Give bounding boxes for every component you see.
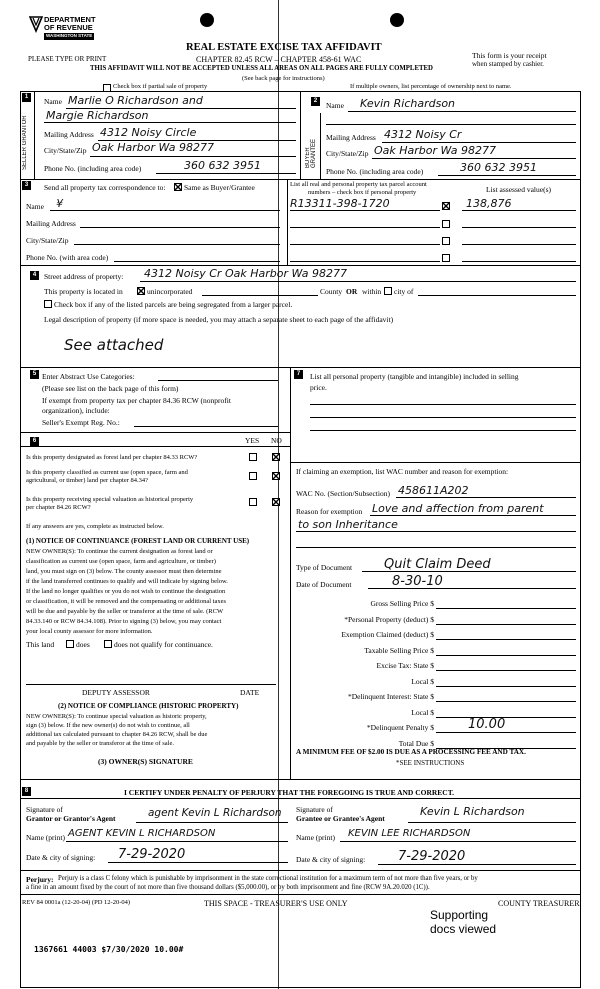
tax-row-line <box>436 608 576 609</box>
unincorporated-label: unincorporated <box>147 287 193 296</box>
or-label: OR <box>346 287 358 296</box>
forest-land-no[interactable] <box>272 453 280 461</box>
grantor-signing-date[interactable]: 7-29-2020 <box>118 847 186 862</box>
section3-mailing-label: Mailing Address <box>26 219 76 228</box>
exempt-note-1: If exempt from property tax per chapter 84.36 RCW (nonprofit <box>42 396 231 405</box>
seller-city-label: City/State/Zip <box>44 146 87 155</box>
punch-hole <box>390 13 404 27</box>
notice-continuance-line: 84.33.140 or RCW 84.34.108). Prior to signing (3) below, you may contact <box>26 618 222 625</box>
section3-city-label: City/State/Zip <box>26 236 69 245</box>
street-address-label: Street address of property: <box>44 272 124 281</box>
historic-yes[interactable] <box>249 498 257 506</box>
form-revision: REV 84 0001a (12-20-04) (PD 12-20-04) <box>22 899 131 906</box>
current-use-yes[interactable] <box>249 472 257 480</box>
notice-continuance-line: will be due and payable by the seller or transferor at the time of sale. (RCW <box>26 608 224 615</box>
buyer-city-label: City/State/Zip <box>326 149 369 158</box>
checkmark-icon <box>174 183 182 191</box>
seller-mailing-value[interactable]: 4312 Noisy Circle <box>100 126 197 139</box>
if-yes-instructions: If any answers are yes, complete as instructed below. <box>26 523 164 530</box>
seller-city-line <box>90 156 296 157</box>
grantor-name-line <box>66 841 288 842</box>
section-2-number: 2 <box>311 97 320 106</box>
see-back: (See back page for instructions) <box>242 75 325 82</box>
sellers-exempt-line <box>134 426 278 427</box>
forest-land-yes[interactable] <box>249 453 257 461</box>
notice-compliance-line: NEW OWNER(S): To continue special valuation as historic property, <box>26 713 207 720</box>
parcel-header-2: numbers – check box if personal property <box>308 189 417 196</box>
street-address-value[interactable]: 4312 Noisy Cr Oak Harbor Wa 98277 <box>144 267 347 280</box>
grantee-name-print-label: Name (print) <box>296 833 335 842</box>
wac-value[interactable]: 458611A202 <box>398 484 469 497</box>
tax-row-line <box>436 655 576 656</box>
abstract-use-line <box>158 380 278 381</box>
document-type-label: Type of Document <box>296 563 353 572</box>
legal-description-value[interactable]: See attached <box>64 336 164 354</box>
supporting-docs-stamp-2: docs viewed <box>430 922 497 936</box>
treasurer-space-label: THIS SPACE - TREASURER'S USE ONLY <box>204 899 348 908</box>
buyer-city-line <box>372 158 576 159</box>
reason-label: Reason for exemption <box>296 507 363 516</box>
form-title: REAL ESTATE EXCISE TAX AFFIDAVIT <box>186 42 382 53</box>
seller-side-divider <box>34 91 35 179</box>
assessed-line-3 <box>462 244 576 245</box>
tax-row-line <box>436 701 576 702</box>
supporting-docs-stamp-1: Supporting <box>430 908 489 922</box>
yes-no-divider <box>20 446 290 447</box>
forest-land-question: Is this property designated as forest land per chapter 84.33 RCW? <box>26 454 198 461</box>
grantor-agent-label: Grantor or Grantor's Agent <box>26 814 116 823</box>
type-or-print: PLEASE TYPE OR PRINT <box>28 55 107 63</box>
historic-question-2: per chapter 84.26 RCW? <box>26 504 91 511</box>
county-label: County <box>320 287 343 296</box>
reason-line-2 <box>296 531 576 532</box>
reason-value-1[interactable]: Love and affection from parent <box>372 502 544 515</box>
does-not-label: does not qualify for continuance. <box>114 640 213 649</box>
section-6-number: 6 <box>30 437 39 446</box>
tax-row-value[interactable]: 10.00 <box>468 717 506 732</box>
grantee-date-label: Date & city of signing: <box>296 855 366 864</box>
buyer-name-line-2 <box>326 124 576 125</box>
buyer-name-line <box>348 111 576 112</box>
certify-underline <box>20 798 580 799</box>
grantor-printed-name[interactable]: AGENT KEVIN L RICHARDSON <box>68 828 216 839</box>
notice-continuance-line: if the land transferred continues to qualify and will indicate by signing below. <box>26 578 228 585</box>
buyer-mailing-line <box>382 142 576 143</box>
document-date-label: Date of Document <box>296 580 352 589</box>
buyer-city-value[interactable]: Oak Harbor Wa 98277 <box>374 144 497 157</box>
perjury-text-2: a fine in an amount fixed by the court of not more than five thousand dollars ($5,000.00), or by both imprisonment and fine (RCW 9A.20.020 (1C)). <box>26 884 430 891</box>
department-logo <box>28 15 98 49</box>
grantor-date-line <box>108 862 288 863</box>
section-4-number: 4 <box>30 271 39 280</box>
seller-phone-line <box>156 173 296 174</box>
seller-phone-label: Phone No. (including area code) <box>44 164 142 173</box>
not-accepted-warning: THIS AFFIDAVIT WILL NOT BE ACCEPTED UNLESS ALL AREAS ON ALL PAGES ARE FULLY COMPLETED <box>90 65 433 72</box>
tax-row-label: Local $ <box>411 676 434 686</box>
section3-name-value[interactable]: ¥ <box>56 197 63 210</box>
buyer-mailing-value[interactable]: 4312 Noisy Cr <box>384 128 462 141</box>
seller-name-label: Name <box>44 97 62 106</box>
parcel-personal-checkbox-3[interactable] <box>442 237 450 245</box>
document-date-line <box>368 588 576 589</box>
notice-continuance-title: (1) NOTICE OF CONTINUANCE (FOREST LAND OR CURRENT USE) <box>26 537 250 545</box>
receipt-note-1: This form is your receipt <box>472 51 547 60</box>
grantee-signature[interactable]: Kevin L Richardson <box>420 805 525 818</box>
notice-compliance-line: sign (3) below. If the new owner(s) do not wish to continue, all <box>26 722 190 729</box>
section-divider <box>20 179 580 180</box>
grantor-signature-line <box>136 822 288 823</box>
perjury-label: Perjury: <box>26 875 54 884</box>
section-divider <box>20 870 580 871</box>
tax-row-line <box>436 686 576 687</box>
grantee-name-line <box>340 841 576 842</box>
current-use-question-1: Is this property classified as current use (open space, farm and <box>26 469 188 476</box>
section3-phone-label: Phone No. (with area code) <box>26 253 109 262</box>
grantee-printed-name[interactable]: KEVIN LEE RICHARDSON <box>348 828 471 839</box>
parcel-personal-checkbox-2[interactable] <box>442 220 450 228</box>
form-chapter: CHAPTER 82.45 RCW – CHAPTER 458-61 WAC <box>196 55 362 64</box>
correspondence-label: Send all property tax correspondence to: <box>44 183 166 192</box>
assessor-date-label: DATE <box>240 688 260 697</box>
dept-line3: WASHINGTON STATE <box>46 33 93 38</box>
notice-continuance-line: NEW OWNER(S): To continue the current designation as forest land or <box>26 548 213 555</box>
seller-mailing-label: Mailing Address <box>44 130 94 139</box>
cashier-receipt-number: 1367661 44003 $7/30/2020 10.00# <box>34 945 184 954</box>
parcel-line-2 <box>290 227 440 228</box>
grantee-date-line <box>378 864 576 865</box>
section-5-number: 5 <box>30 370 39 379</box>
section-8-number: 8 <box>22 787 31 796</box>
same-as-buyer-label: Same as Buyer/Grantee <box>184 183 255 192</box>
parcel-line-3 <box>290 244 440 245</box>
section-7-number: 7 <box>294 370 303 379</box>
personal-property-label-1: List all personal property (tangible and intangible) included in selling <box>310 372 519 381</box>
assessed-line-2 <box>462 227 576 228</box>
section-divider <box>20 779 580 780</box>
parcel-line-1 <box>290 210 440 211</box>
personal-property-line-2 <box>310 417 576 418</box>
grantee-signing-date[interactable]: 7-29-2020 <box>398 849 466 864</box>
tax-row-label: *Personal Property (deduct) $ <box>344 614 434 624</box>
section3-mailing-line <box>80 227 280 228</box>
assessed-line-1 <box>462 210 576 211</box>
tax-row-label: *Delinquent Penalty $ <box>366 723 434 732</box>
notice-compliance-title: (2) NOTICE OF COMPLIANCE (HISTORIC PROPERTY) <box>58 702 239 710</box>
current-use-question-2: agricultural, or timber) land per chapter 84.34? <box>26 477 149 484</box>
buyer-phone-label: Phone No. (including area code) <box>326 167 424 176</box>
section-3-number: 3 <box>22 181 31 190</box>
grantor-name-print-label: Name (print) <box>26 833 65 842</box>
does-label: does <box>76 640 90 649</box>
dept-line2: OF REVENUE <box>44 23 93 32</box>
seller-city-value[interactable]: Oak Harbor Wa 98277 <box>92 141 215 154</box>
section3-phone-line <box>114 261 280 262</box>
punch-hole <box>200 13 214 27</box>
buyer-side-label: BUYER GRANTEE <box>305 138 317 168</box>
within-label: within <box>362 287 382 296</box>
located-in-label: This property is located in <box>44 287 123 296</box>
buyer-side-divider <box>320 113 321 179</box>
tax-row-line <box>436 717 576 718</box>
current-use-no[interactable] <box>272 472 280 480</box>
personal-property-label-2: price. <box>310 383 327 392</box>
section3-name-label: Name <box>26 202 44 211</box>
checkmark-icon <box>272 453 280 461</box>
receipt-note-2: when stamped by cashier. <box>472 60 544 68</box>
section-divider <box>20 367 580 368</box>
reason-line-3 <box>296 547 576 548</box>
yes-column-label: YES <box>245 436 260 445</box>
seller-phone-value[interactable]: 360 632 3951 <box>184 159 261 172</box>
partial-sale-label: Check box if partial sale of property <box>113 83 208 90</box>
grantor-signature[interactable]: agent Kevin L Richardson <box>148 807 282 819</box>
deputy-assessor-label: DEPUTY ASSESSOR <box>82 688 150 697</box>
perjury-text-1: Perjury is a class C felony which is punishable by imprisonment in the state correctional institution for a maximum term of not more than five years, or by <box>58 875 478 882</box>
county-line <box>202 295 318 296</box>
this-land-label: This land <box>26 640 55 649</box>
assessed-line-4 <box>462 261 576 262</box>
buyer-mailing-label: Mailing Address <box>326 133 376 142</box>
section3-name-line <box>50 210 280 211</box>
tax-row-line <box>436 732 576 733</box>
multiple-owners-note: If multiple owners, list percentage of ownership next to name. <box>350 83 512 90</box>
tax-row-label: Total Due $ <box>398 738 434 748</box>
certify-statement: I CERTIFY UNDER PENALTY OF PERJURY THAT THE FOREGOING IS TRUE AND CORRECT. <box>124 788 455 797</box>
sellers-exempt-label: Seller's Exempt Reg. No.: <box>42 418 120 427</box>
tax-row-label: Taxable Selling Price $ <box>364 645 434 655</box>
historic-question-1: Is this property receiving special valuation as historical property <box>26 496 194 503</box>
tax-row-line <box>436 639 576 640</box>
document-date-value[interactable]: 8-30-10 <box>392 574 443 589</box>
historic-no[interactable] <box>272 498 280 506</box>
exemption-claim-label: If claiming an exemption, list WAC number and reason for exemption: <box>296 467 509 476</box>
tax-row-label: *Delinquent Interest: State $ <box>347 692 434 701</box>
parcel-line-4 <box>290 261 440 262</box>
tax-row-label: Exemption Claimed (deduct) $ <box>341 630 434 639</box>
tax-row-label: Gross Selling Price $ <box>370 599 434 608</box>
notice-continuance-line: If the land no longer qualifies or you do not wish to continue the designation <box>26 588 226 595</box>
seller-name-value-2[interactable]: Margie Richardson <box>46 109 149 122</box>
notice-continuance-line: classification as current use (open space, farm and agriculture, or timber) <box>26 558 216 565</box>
county-treasurer-label: COUNTY TREASURER <box>498 899 580 908</box>
middle-divider <box>290 367 291 779</box>
segregated-label: Check box if any of the listed parcels are being segregated from a larger parcel. <box>54 300 293 309</box>
reason-value-2[interactable]: to son Inheritance <box>298 518 398 531</box>
grantor-date-label: Date & city of signing: <box>26 853 96 862</box>
wac-line <box>396 497 576 498</box>
segregated-checkbox[interactable] <box>44 300 52 308</box>
tax-row-label: Excise Tax: State $ <box>376 661 434 670</box>
unincorporated-checkbox[interactable] <box>137 287 145 295</box>
checkmark-icon <box>442 202 450 210</box>
abstract-use-label: Enter Abstract Use Categories: <box>42 372 135 381</box>
see-instructions-note: *SEE INSTRUCTIONS <box>396 759 465 767</box>
exempt-note-2: organization), include: <box>42 406 110 415</box>
buyer-name-value[interactable]: Kevin Richardson <box>360 97 456 110</box>
grantor-signature-of-label: Signature of <box>26 805 63 814</box>
section-divider <box>20 894 580 895</box>
seller-name-line-2 <box>44 122 296 123</box>
notice-continuance-line: or classification, it will be removed and the compensating or additional taxes <box>26 598 226 605</box>
owner-signature-label: (3) OWNER(S) SIGNATURE <box>98 757 193 766</box>
grantee-signature-of-label: Signature of <box>296 805 333 814</box>
section-divider <box>20 432 290 433</box>
city-of-line <box>418 295 576 296</box>
notice-continuance-line: land, you must sign on (3) below. The county assessor must then determine <box>26 568 222 575</box>
assessor-signature-line <box>26 684 276 685</box>
personal-property-line-1 <box>310 404 576 405</box>
no-column-label: NO <box>271 436 282 445</box>
notice-compliance-line: additional tax calculated pursuant to chapter 84.26 RCW, shall be due <box>26 731 208 738</box>
seller-buyer-divider <box>300 91 301 179</box>
parcel-divider <box>287 179 288 265</box>
reason-line-1 <box>370 515 576 516</box>
wac-label: WAC No. (Section/Subsection) <box>296 489 390 498</box>
parcel-personal-checkbox-4[interactable] <box>442 254 450 262</box>
same-as-buyer-checkbox[interactable] <box>174 183 182 191</box>
checkmark-icon <box>272 498 280 506</box>
does-not-qualify-checkbox[interactable] <box>104 640 112 648</box>
parcel-header-1: List all real and personal property tax parcel account <box>290 181 427 188</box>
seller-side-label: SELLER GRANTOR <box>22 115 28 170</box>
tax-row-line <box>436 670 576 671</box>
section-divider <box>20 265 580 266</box>
legal-description-label: Legal description of property (if more space is needed, you may attach a separate sheet to each page of the affidavit) <box>44 315 394 324</box>
checkmark-icon <box>137 287 145 295</box>
notice-continuance-line: your local county assessor for more information. <box>26 628 153 635</box>
buyer-name-label: Name <box>326 101 344 110</box>
revenue-logo-icon <box>28 15 44 33</box>
within-city-checkbox[interactable] <box>384 287 392 295</box>
personal-property-line-3 <box>310 430 576 431</box>
see-list-note: (Please see list on the back page of this form) <box>42 384 179 393</box>
dept-line1: DEPARTMENT <box>44 15 96 24</box>
seller-name-value-1[interactable]: Marlie O Richardson and <box>68 94 203 107</box>
buyer-phone-line <box>438 175 576 176</box>
grantee-agent-label: Grantee or Grantee's Agent <box>296 814 385 823</box>
buyer-phone-value[interactable]: 360 632 3951 <box>460 161 537 174</box>
parcel-number[interactable]: R13311-398-1720 <box>290 197 390 210</box>
checkmark-icon <box>272 472 280 480</box>
document-type-value[interactable]: Quit Claim Deed <box>384 557 491 572</box>
tax-row-label: Local $ <box>411 707 434 717</box>
street-address-line <box>140 281 576 282</box>
does-qualify-checkbox[interactable] <box>66 640 74 648</box>
grantee-signature-line <box>408 822 576 823</box>
minimum-fee-notice: A MINIMUM FEE OF $2.00 IS DUE AS A PROCESSING FEE AND TAX. <box>296 748 526 756</box>
assessed-header: List assessed value(s) <box>486 185 551 194</box>
section-1-number: 1 <box>22 93 31 102</box>
assessed-value[interactable]: 138,876 <box>466 197 512 210</box>
notice-compliance-line: and payable by the seller or transferor at the time of sale. <box>26 740 174 747</box>
tax-row-line <box>436 624 576 625</box>
section-divider <box>290 462 580 463</box>
city-of-label: city of <box>394 287 414 296</box>
document-type-line <box>362 571 576 572</box>
parcel-personal-checkbox-1[interactable] <box>442 202 450 210</box>
section3-city-line <box>74 244 280 245</box>
